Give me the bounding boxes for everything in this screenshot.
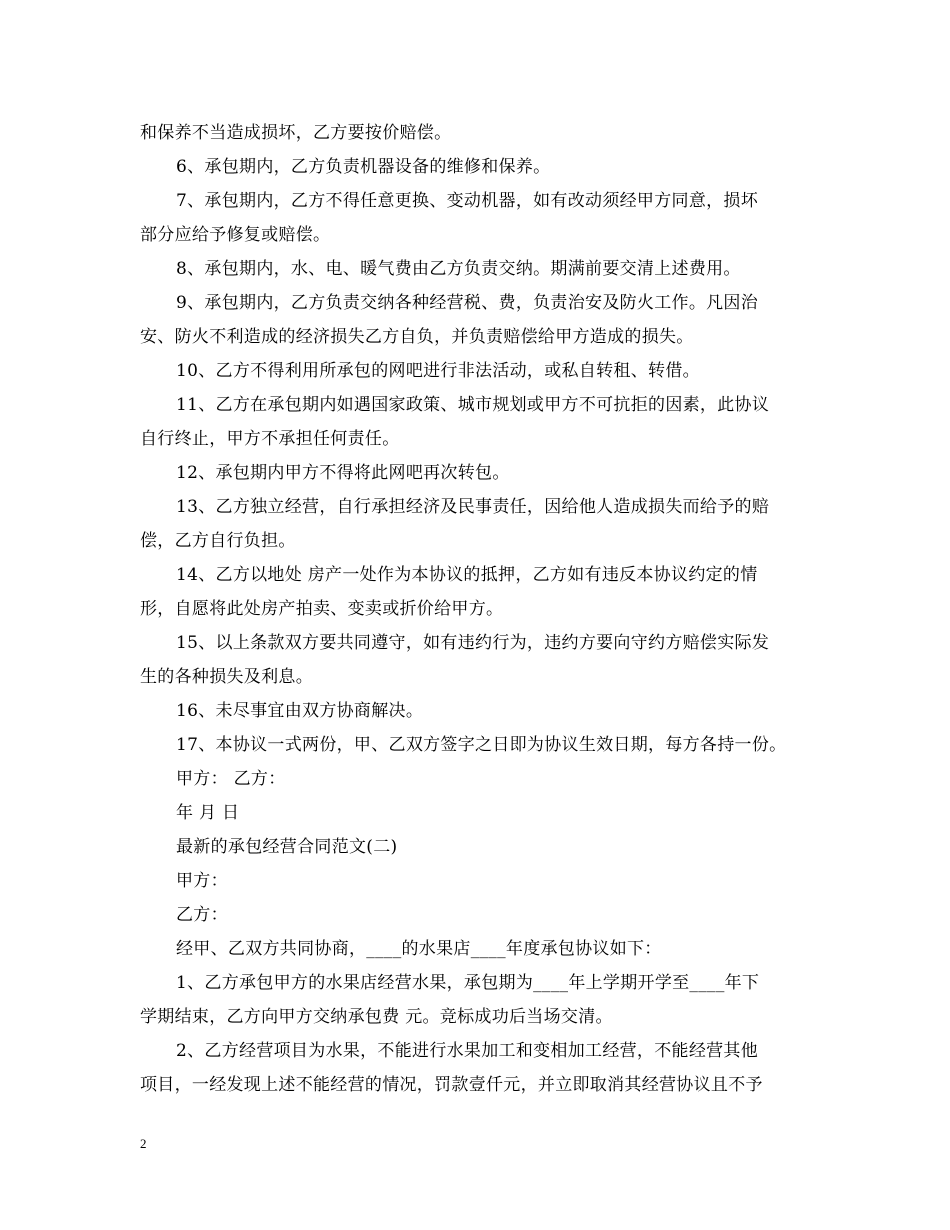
text-line: 安、防火不利造成的经济损失乙方自负，并负责赔偿给甲方造成的损失。 [140, 327, 694, 347]
text-line: 15、以上条款双方要共同遵守，如有违约行为，违约方要向守约方赔偿实际发 [176, 633, 770, 653]
party-b-line: 乙方： [176, 905, 228, 925]
text-line: 14、乙方以地处 房产一处作为本协议的抵押，乙方如有违反本协议约定的情 [176, 565, 758, 585]
text-line: 1、乙方承包甲方的水果店经营水果，承包期为____年上学期开学至____年下 [176, 973, 760, 993]
signature-parties-line: 甲方： 乙方： [176, 769, 286, 789]
text-line: 偿，乙方自行负担。 [140, 531, 296, 551]
text-line: 6、承包期内，乙方负责机器设备的维修和保养。 [176, 157, 551, 177]
text-line: 7、承包期内，乙方不得任意更换、变动机器，如有改动须经甲方同意，损坏 [176, 191, 759, 211]
contract-body [140, 116, 830, 1102]
text-line: 项目，一经发现上述不能经营的情况，罚款壹仟元，并立即取消其经营协议且不予 [140, 1075, 763, 1095]
text-line: 和保养不当造成损坏，乙方要按价赔偿。 [140, 123, 452, 143]
text-line: 8、承包期内，水、电、暖气费由乙方负责交纳。期满前要交清上述费用。 [176, 259, 741, 279]
text-line: 11、乙方在承包期内如遇国家政策、城市规划或甲方不可抗拒的因素，此协议 [176, 395, 770, 415]
text-line: 生的各种损失及利息。 [140, 667, 313, 687]
section-title: 最新的承包经营合同范文(二) [176, 837, 398, 857]
text-line: 形，自愿将此处房产拍卖、变卖或折价给甲方。 [140, 599, 504, 619]
page-number: 2 [140, 1136, 147, 1151]
party-a-line: 甲方： [176, 871, 228, 891]
date-line: 年 月 日 [176, 803, 240, 823]
text-line: 自行终止，甲方不承担任何责任。 [140, 429, 400, 449]
text-line: 2、乙方经营项目为水果，不能进行水果加工和变相加工经营，不能经营其他 [176, 1041, 759, 1061]
text-line: 13、乙方独立经营，自行承担经济及民事责任，因给他人造成损失而给予的赔 [176, 497, 770, 517]
text-line: 9、承包期内，乙方负责交纳各种经营税、费，负责治安及防火工作。凡因治 [176, 293, 759, 313]
text-line: 10、乙方不得利用所承包的网吧进行非法活动，或私自转租、转借。 [176, 361, 700, 381]
text-line: 12、承包期内甲方不得将此网吧再次转包。 [176, 463, 510, 483]
text-line: 16、未尽事宜由双方协商解决。 [176, 701, 424, 721]
text-line: 学期结束，乙方向甲方交纳承包费 元。竞标成功后当场交清。 [140, 1007, 613, 1027]
text-line: 部分应给予修复或赔偿。 [140, 225, 331, 245]
text-line: 17、本协议一式两份，甲、乙双方签字之日即为协议生效日期，每方各持一份。 [176, 735, 787, 755]
text-line: 经甲、乙双方共同协商，____的水果店____年度承包协议如下： [176, 939, 662, 959]
